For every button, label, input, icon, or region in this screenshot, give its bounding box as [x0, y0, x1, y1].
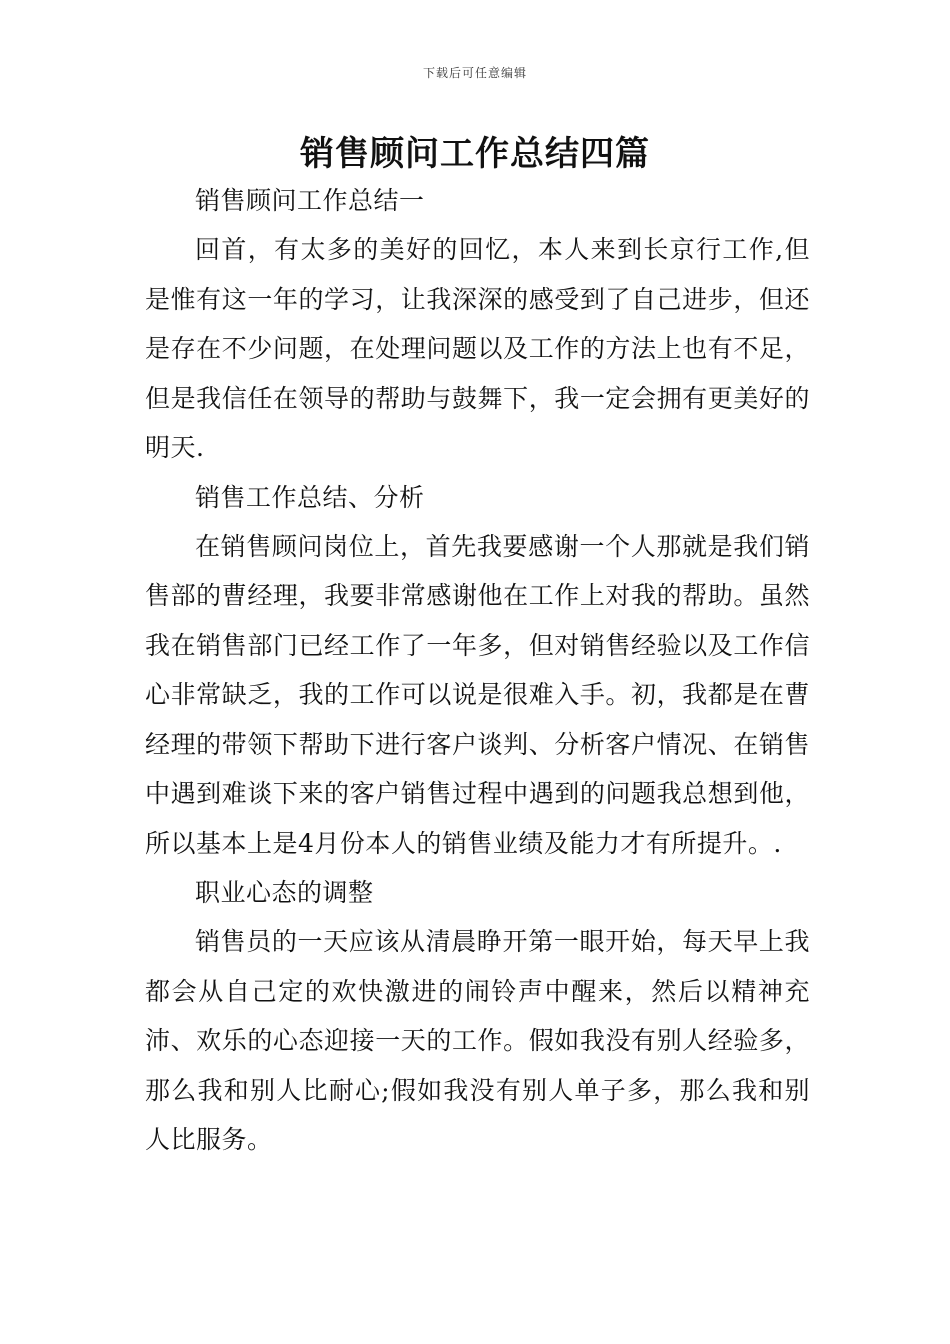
section-heading-2: 销售工作总结、分析	[195, 482, 425, 512]
paragraph-2: 在销售顾问岗位上，首先我要感谢一个人那就是我们销售部的曹经理，我要非常感谢他在工作上对我的帮助。虽然我在销售部门已经工作了一年多，但对销售经验以及工作信心非常缺乏，我的工作可以说是很难入手。初，我都是在曹经理的带领下帮助下进行客户谈判、分析客户情况、在销售中遇到难谈下来的客户销售过程中遇到的问题我总想到他，所以基本上是4月份本人的销售业绩及能力才有所提升。.	[145, 531, 810, 858]
header-note: 下载后可任意编辑	[422, 66, 527, 80]
document-title: 销售顾问工作总结四篇	[300, 134, 650, 174]
section-heading-1: 销售顾问工作总结一	[195, 186, 425, 215]
paragraph-3: 销售员的一天应该从清晨睁开第一眼开始，每天早上我都会从自己定的欢快激进的闹铃声中醒来，然后以精神充沛、欢乐的心态迎接一天的工作。假如我没有别人经验多，那么我和别人比耐心;假如我没有别人单子多，那么我和别人比服务。	[145, 927, 810, 1154]
section-heading-3: 职业心态的调整	[195, 878, 374, 907]
document-body	[145, 176, 810, 1165]
paragraph-1: 回首，有太多的美好的回忆，本人来到长京行工作,但是惟有这一年的学习，让我深深的感受到了自己进步，但还是存在不少问题，在处理问题以及工作的方法上也有不足，但是我信任在领导的帮助与鼓舞下，我一定会拥有更美好的明天.	[145, 235, 810, 462]
